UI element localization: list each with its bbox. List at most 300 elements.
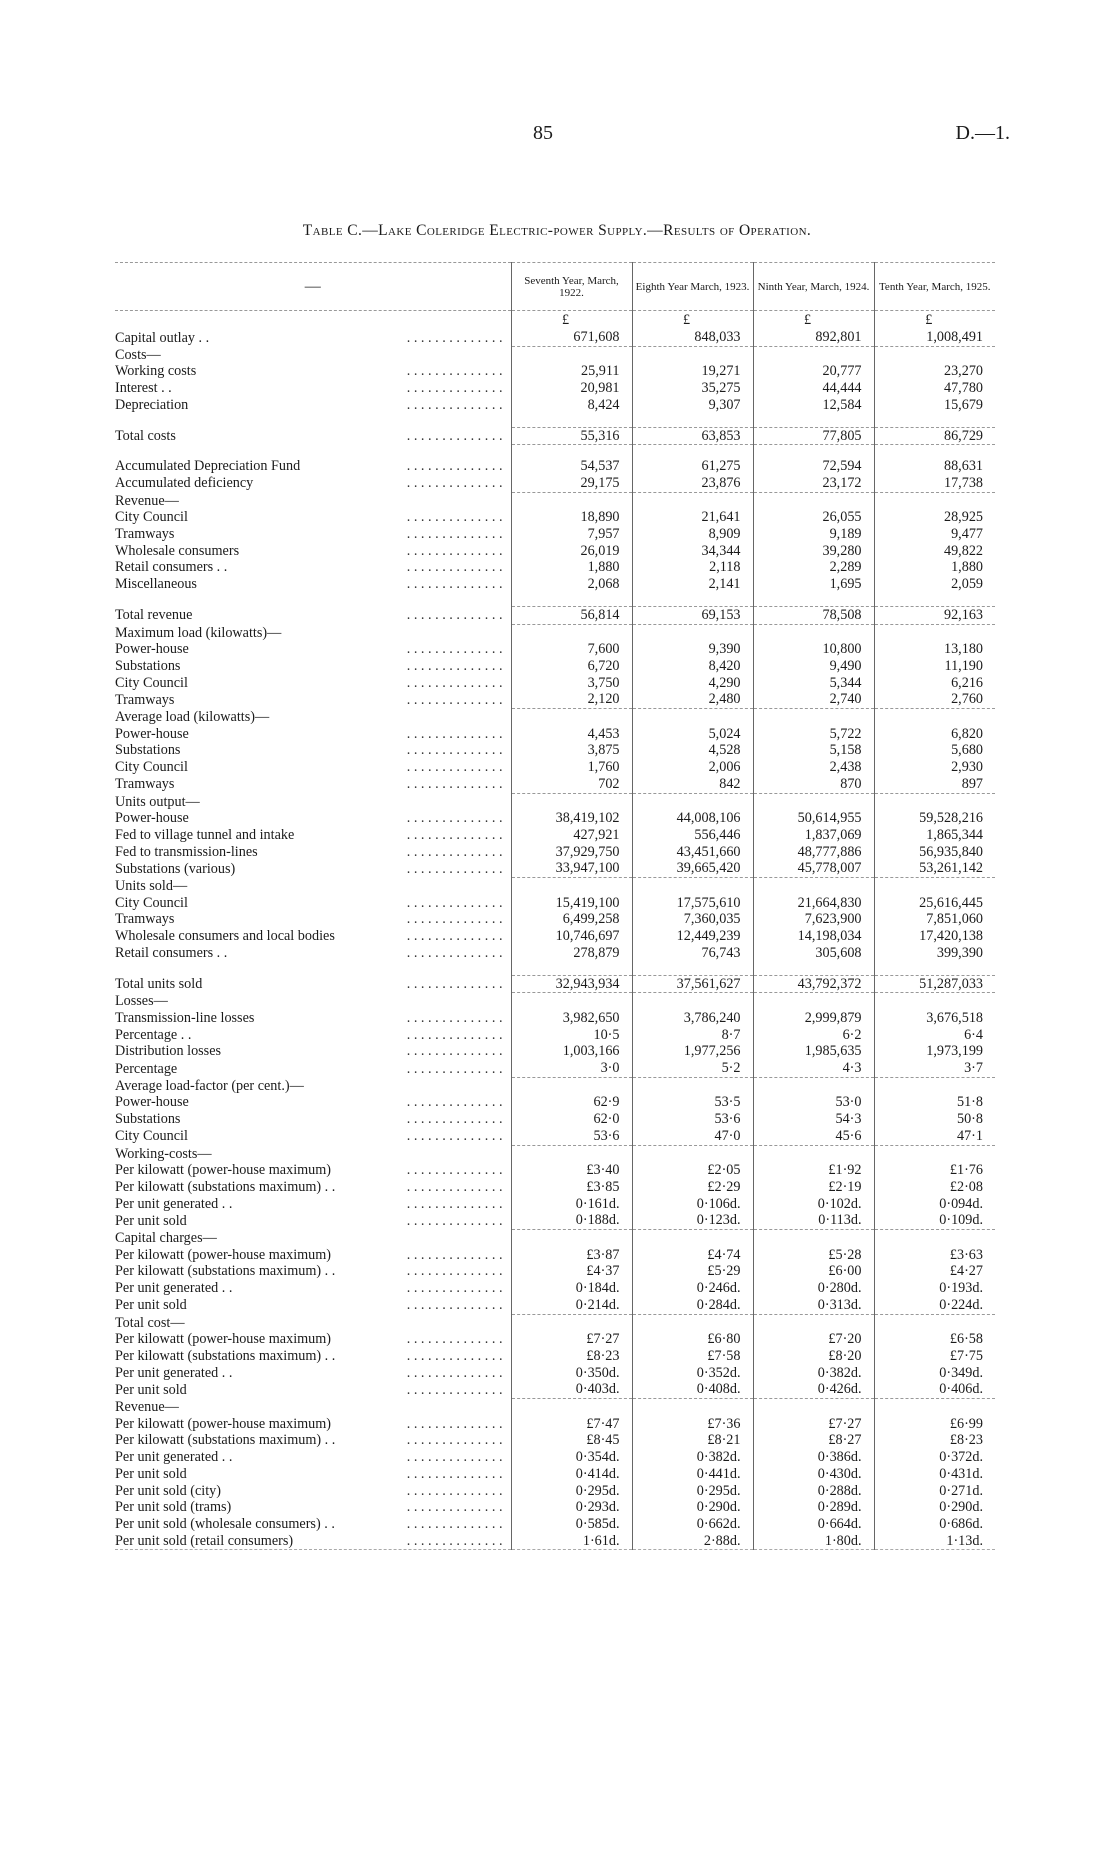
row-label-text: Power-house <box>115 1094 193 1110</box>
row-label <box>115 1466 511 1483</box>
row-label-text: Substations <box>115 742 184 758</box>
value-cell-3: £8·20 <box>753 1348 874 1365</box>
value-cell-4: 51,287,033 <box>874 975 995 993</box>
value-cell-1 <box>511 1230 632 1247</box>
value-cell-2: £8·21 <box>632 1432 753 1449</box>
leader-dots: . . . . . . . . . . . . . . <box>406 363 503 380</box>
table-row <box>115 945 995 962</box>
value-cell-2 <box>632 492 753 509</box>
value-cell-4: 86,729 <box>874 427 995 445</box>
row-label-text: Percentage . . <box>115 1027 195 1043</box>
table-title-text: Table C.—Lake Coleridge Electric-power Supply.—Results of Operation. <box>302 222 812 239</box>
group-heading-row <box>115 492 995 509</box>
value-cell-1 <box>511 492 632 509</box>
value-cell-1 <box>511 1399 632 1416</box>
value-cell-2: 37,561,627 <box>632 975 753 993</box>
value-cell-1: 56,814 <box>511 606 632 624</box>
value-cell-2: 9,307 <box>632 397 753 414</box>
value-cell-2: 21,641 <box>632 509 753 526</box>
table-row <box>115 1162 995 1179</box>
leader-dots: . . . . . . . . . . . . . . <box>406 1094 503 1111</box>
row-label-text: Average load-factor (per cent.)— <box>115 1078 308 1094</box>
table-row <box>115 911 995 928</box>
leader-dots: . . . . . . . . . . . . . . <box>406 776 503 793</box>
row-label-text: Per unit sold <box>115 1213 191 1229</box>
table-row <box>115 691 995 708</box>
value-cell-1: 6,499,258 <box>511 911 632 928</box>
value-cell-2: 0·123d. <box>632 1212 753 1229</box>
value-cell-2: 7,360,035 <box>632 911 753 928</box>
row-label <box>115 1432 511 1449</box>
value-cell-2: £5·29 <box>632 1263 753 1280</box>
value-cell-4: 53,261,142 <box>874 860 995 877</box>
value-cell-4 <box>874 445 995 459</box>
value-cell-1: 1,760 <box>511 759 632 776</box>
value-cell-3: 0·288d. <box>753 1483 874 1500</box>
value-cell-3: £ <box>753 311 874 330</box>
value-cell-2: 69,153 <box>632 606 753 624</box>
row-label <box>115 962 511 976</box>
value-cell-4 <box>874 709 995 726</box>
table-row <box>115 1280 995 1297</box>
value-cell-1: £7·47 <box>511 1416 632 1433</box>
value-cell-4: 2,059 <box>874 576 995 593</box>
row-label-text: Revenue— <box>115 493 183 509</box>
value-cell-2: 5,024 <box>632 726 753 743</box>
value-cell-3 <box>753 709 874 726</box>
value-cell-3: 9,490 <box>753 658 874 675</box>
row-label-text: Per unit sold (retail consumers) <box>115 1533 297 1549</box>
leader-dots: . . . . . . . . . . . . . . <box>406 380 503 397</box>
row-label-text: Total cost— <box>115 1315 189 1331</box>
table-row <box>115 726 995 743</box>
value-cell-1 <box>511 593 632 607</box>
row-label <box>115 593 511 607</box>
value-cell-2: 842 <box>632 776 753 793</box>
row-label-text: Capital charges— <box>115 1230 221 1246</box>
value-cell-4: 6·4 <box>874 1027 995 1044</box>
leader-dots: . . . . . . . . . . . . . . <box>406 509 503 526</box>
row-label <box>115 993 511 1010</box>
value-cell-3: 77,805 <box>753 427 874 445</box>
value-cell-3: 23,172 <box>753 475 874 492</box>
row-label-text: Total costs <box>115 428 180 444</box>
value-cell-4: £2·08 <box>874 1179 995 1196</box>
row-label <box>115 860 511 877</box>
table-row <box>115 975 995 993</box>
row-label <box>115 576 511 593</box>
group-heading-row <box>115 993 995 1010</box>
value-cell-4: £7·75 <box>874 1348 995 1365</box>
table-row <box>115 1365 995 1382</box>
row-label-text: Accumulated Depreciation Fund <box>115 458 304 474</box>
row-label-text: Per kilowatt (substations maximum) . . <box>115 1432 339 1448</box>
value-cell-1: 278,879 <box>511 945 632 962</box>
row-label <box>115 945 511 962</box>
value-cell-4 <box>874 414 995 428</box>
row-label-text: Percentage <box>115 1061 181 1077</box>
value-cell-1: 0·161d. <box>511 1196 632 1213</box>
value-cell-2 <box>632 1077 753 1094</box>
document-reference: D.—1. <box>955 122 1010 144</box>
row-label-text: Tramways <box>115 526 178 542</box>
value-cell-4: 0·224d. <box>874 1297 995 1314</box>
value-cell-1: 18,890 <box>511 509 632 526</box>
value-cell-2: £6·80 <box>632 1331 753 1348</box>
value-cell-4: 6,820 <box>874 726 995 743</box>
row-label <box>115 726 511 743</box>
value-cell-4: 0·686d. <box>874 1516 995 1533</box>
value-cell-4: 2,760 <box>874 691 995 708</box>
value-cell-2: 8·7 <box>632 1027 753 1044</box>
row-label <box>115 1094 511 1111</box>
leader-dots: . . . . . . . . . . . . . . <box>406 657 503 674</box>
row-label <box>115 427 511 445</box>
value-cell-4: 1,973,199 <box>874 1043 995 1060</box>
row-label <box>115 691 511 708</box>
value-cell-2 <box>632 624 753 641</box>
row-label-text <box>115 593 119 607</box>
leader-dots: . . . . . . . . . . . . . . <box>406 1043 503 1060</box>
row-label <box>115 1247 511 1264</box>
row-label <box>115 759 511 776</box>
table-row <box>115 397 995 414</box>
leader-dots: . . . . . . . . . . . . . . <box>406 641 503 658</box>
value-cell-3 <box>753 1077 874 1094</box>
value-cell-1: 54,537 <box>511 458 632 475</box>
value-cell-4: 5,680 <box>874 742 995 759</box>
table-row <box>115 827 995 844</box>
row-label <box>115 1449 511 1466</box>
row-label <box>115 827 511 844</box>
leader-dots: . . . . . . . . . . . . . . <box>406 1060 503 1077</box>
row-label-text: Per unit generated . . <box>115 1280 236 1296</box>
row-label <box>115 1043 511 1060</box>
row-label <box>115 793 511 810</box>
value-cell-3: 2,289 <box>753 559 874 576</box>
table-row <box>115 1179 995 1196</box>
row-label-text: Per kilowatt (power-house maximum) <box>115 1416 335 1432</box>
row-label-text: Retail consumers . . <box>115 945 231 961</box>
value-cell-3: 7,623,900 <box>753 911 874 928</box>
value-cell-1 <box>511 793 632 810</box>
row-label <box>115 1416 511 1433</box>
row-label <box>115 844 511 861</box>
leader-dots: . . . . . . . . . . . . . . <box>406 1128 503 1145</box>
table-row <box>115 1263 995 1280</box>
value-cell-2: 63,853 <box>632 427 753 445</box>
value-cell-4: 0·431d. <box>874 1466 995 1483</box>
table-row <box>115 1060 995 1077</box>
value-cell-4: £1·76 <box>874 1162 995 1179</box>
value-cell-2 <box>632 1399 753 1416</box>
value-cell-3 <box>753 1230 874 1247</box>
row-label <box>115 928 511 945</box>
value-cell-3: £5·28 <box>753 1247 874 1264</box>
value-cell-2: £ <box>632 311 753 330</box>
row-label <box>115 776 511 793</box>
row-label-text: Interest . . <box>115 380 176 396</box>
row-label <box>115 641 511 658</box>
table-row <box>115 1416 995 1433</box>
row-label <box>115 606 511 624</box>
value-cell-4: 399,390 <box>874 945 995 962</box>
row-label-text: Fed to village tunnel and intake <box>115 827 298 843</box>
value-cell-2: 5·2 <box>632 1060 753 1077</box>
leader-dots: . . . . . . . . . . . . . . <box>406 329 503 346</box>
value-cell-1: £8·23 <box>511 1348 632 1365</box>
leader-dots: . . . . . . . . . . . . . . <box>406 428 503 444</box>
value-cell-4: 25,616,445 <box>874 895 995 912</box>
page-header <box>0 122 1114 152</box>
value-cell-1: 3,875 <box>511 742 632 759</box>
value-cell-1: 7,957 <box>511 526 632 543</box>
value-cell-2: 61,275 <box>632 458 753 475</box>
leader-dots: . . . . . . . . . . . . . . <box>406 1347 503 1364</box>
value-cell-3: 870 <box>753 776 874 793</box>
value-cell-2 <box>632 1314 753 1331</box>
row-label-text: Tramways <box>115 776 178 792</box>
table-row <box>115 427 995 445</box>
row-label-text: Distribution losses <box>115 1043 225 1059</box>
value-cell-4: 13,180 <box>874 641 995 658</box>
table-row <box>115 1247 995 1264</box>
value-cell-1: £7·27 <box>511 1331 632 1348</box>
column-header-label: — <box>115 263 511 311</box>
value-cell-1: 33,947,100 <box>511 860 632 877</box>
value-cell-1: 3,750 <box>511 675 632 692</box>
value-cell-4: 17,420,138 <box>874 928 995 945</box>
value-cell-2: 0·441d. <box>632 1466 753 1483</box>
value-cell-3 <box>753 414 874 428</box>
value-cell-1: 0·188d. <box>511 1212 632 1229</box>
value-cell-2 <box>632 709 753 726</box>
value-cell-2: 53·6 <box>632 1111 753 1128</box>
table-row <box>115 1516 995 1533</box>
value-cell-1: 53·6 <box>511 1128 632 1145</box>
value-cell-3: £8·27 <box>753 1432 874 1449</box>
row-label <box>115 1314 511 1331</box>
value-cell-2: £2·05 <box>632 1162 753 1179</box>
row-label-text: City Council <box>115 895 192 911</box>
value-cell-1 <box>511 346 632 363</box>
row-label-text: Per unit sold (trams) <box>115 1499 235 1515</box>
leader-dots: . . . . . . . . . . . . . . <box>406 843 503 860</box>
leader-dots: . . . . . . . . . . . . . . <box>406 674 503 691</box>
row-label-text: Losses— <box>115 993 172 1009</box>
value-cell-1: 3,982,650 <box>511 1010 632 1027</box>
value-cell-3: 54·3 <box>753 1111 874 1128</box>
value-cell-1: £3·85 <box>511 1179 632 1196</box>
value-cell-3: 5,158 <box>753 742 874 759</box>
row-label-text: Per unit sold (city) <box>115 1483 225 1499</box>
leader-dots: . . . . . . . . . . . . . . <box>406 1381 503 1398</box>
leader-dots: . . . . . . . . . . . . . . <box>406 742 503 759</box>
table-row <box>115 776 995 793</box>
value-cell-2: 12,449,239 <box>632 928 753 945</box>
leader-dots: . . . . . . . . . . . . . . <box>406 576 503 593</box>
value-cell-3: 2,438 <box>753 759 874 776</box>
leader-dots: . . . . . . . . . . . . . . <box>406 691 503 708</box>
row-label-text: Per kilowatt (substations maximum) . . <box>115 1348 339 1364</box>
spacer-row <box>115 593 995 607</box>
leader-dots: . . . . . . . . . . . . . . <box>406 725 503 742</box>
table-row <box>115 329 995 346</box>
value-cell-1: 10,746,697 <box>511 928 632 945</box>
row-label <box>115 475 511 492</box>
table-row <box>115 742 995 759</box>
value-cell-2: 2,480 <box>632 691 753 708</box>
row-label <box>115 742 511 759</box>
row-label-text: Per kilowatt (power-house maximum) <box>115 1331 335 1347</box>
group-heading-row <box>115 878 995 895</box>
value-cell-4: 0·109d. <box>874 1212 995 1229</box>
leader-dots: . . . . . . . . . . . . . . <box>406 944 503 961</box>
value-cell-4: 92,163 <box>874 606 995 624</box>
value-cell-3 <box>753 793 874 810</box>
group-heading-row <box>115 624 995 641</box>
row-label-text: Per unit sold (wholesale consumers) . . <box>115 1516 339 1532</box>
table-row <box>115 1297 995 1314</box>
value-cell-1 <box>511 445 632 459</box>
leader-dots: . . . . . . . . . . . . . . <box>406 396 503 413</box>
value-cell-1: £ <box>511 311 632 330</box>
value-cell-4: 0·349d. <box>874 1365 995 1382</box>
column-header-1923: Eighth Year March, 1923. <box>632 263 753 311</box>
row-label-text: Power-house <box>115 641 193 657</box>
table-row <box>115 1499 995 1516</box>
value-cell-3: 9,189 <box>753 526 874 543</box>
value-cell-1 <box>511 624 632 641</box>
value-cell-1: 0·214d. <box>511 1297 632 1314</box>
table-row <box>115 1348 995 1365</box>
row-label-text: Per unit sold <box>115 1382 191 1398</box>
leader-dots: . . . . . . . . . . . . . . <box>406 526 503 542</box>
leader-dots: . . . . . . . . . . . . . . <box>406 911 503 928</box>
value-cell-2: 1,977,256 <box>632 1043 753 1060</box>
value-cell-3: £7·20 <box>753 1331 874 1348</box>
value-cell-3 <box>753 962 874 976</box>
value-cell-1 <box>511 1314 632 1331</box>
table-row <box>115 658 995 675</box>
table-row <box>115 675 995 692</box>
value-cell-1 <box>511 993 632 1010</box>
leader-dots: . . . . . . . . . . . . . . <box>406 1280 503 1297</box>
value-cell-4 <box>874 962 995 976</box>
value-cell-3 <box>753 1399 874 1416</box>
spacer-row <box>115 414 995 428</box>
group-heading-row <box>115 346 995 363</box>
value-cell-1: 6,720 <box>511 658 632 675</box>
value-cell-4: £3·63 <box>874 1247 995 1264</box>
value-cell-1: 1,003,166 <box>511 1043 632 1060</box>
value-cell-3: 45,778,007 <box>753 860 874 877</box>
value-cell-3: 1,837,069 <box>753 827 874 844</box>
value-cell-4: 1,880 <box>874 559 995 576</box>
row-label <box>115 1365 511 1382</box>
group-heading-row <box>115 1399 995 1416</box>
value-cell-4: 0·406d. <box>874 1381 995 1398</box>
row-label <box>115 895 511 912</box>
row-label-text: Power-house <box>115 726 193 742</box>
value-cell-4 <box>874 624 995 641</box>
table-row <box>115 1111 995 1128</box>
table-row <box>115 810 995 827</box>
value-cell-4: 47,780 <box>874 380 995 397</box>
row-label-text: Working-costs— <box>115 1146 216 1162</box>
table-row <box>115 380 995 397</box>
value-cell-4: 0·193d. <box>874 1280 995 1297</box>
leader-dots: . . . . . . . . . . . . . . <box>406 810 503 827</box>
spacer-row <box>115 962 995 976</box>
row-label-text: Average load (kilowatts)— <box>115 709 273 725</box>
row-label-text: Substations <box>115 658 184 674</box>
value-cell-4: 50·8 <box>874 1111 995 1128</box>
value-cell-2 <box>632 445 753 459</box>
row-label-text: Transmission-line losses <box>115 1010 258 1026</box>
leader-dots: . . . . . . . . . . . . . . <box>406 1515 503 1532</box>
leader-dots: . . . . . . . . . . . . . . <box>406 1465 503 1482</box>
value-cell-1: 38,419,102 <box>511 810 632 827</box>
value-cell-4: £8·23 <box>874 1432 995 1449</box>
value-cell-2: 0·246d. <box>632 1280 753 1297</box>
value-cell-4 <box>874 346 995 363</box>
value-cell-3: 0·102d. <box>753 1196 874 1213</box>
value-cell-1 <box>511 878 632 895</box>
row-label-text: Power-house <box>115 810 193 826</box>
value-cell-4: £4·27 <box>874 1263 995 1280</box>
row-label-text: Total revenue <box>115 607 196 623</box>
row-label-text: Depreciation <box>115 397 192 413</box>
row-label-text: Working costs <box>115 363 200 379</box>
value-cell-4 <box>874 1145 995 1162</box>
row-label <box>115 1111 511 1128</box>
row-label <box>115 363 511 380</box>
row-label <box>115 1348 511 1365</box>
value-cell-1: 0·354d. <box>511 1449 632 1466</box>
value-cell-3 <box>753 993 874 1010</box>
leader-dots: . . . . . . . . . . . . . . <box>406 1195 503 1212</box>
value-cell-4: 51·8 <box>874 1094 995 1111</box>
value-cell-1: 26,019 <box>511 543 632 560</box>
table-row <box>115 458 995 475</box>
row-label-text: City Council <box>115 759 192 775</box>
value-cell-2: 34,344 <box>632 543 753 560</box>
value-cell-3: £6·00 <box>753 1263 874 1280</box>
leader-dots: . . . . . . . . . . . . . . <box>406 1026 503 1043</box>
value-cell-3 <box>753 346 874 363</box>
row-label <box>115 1399 511 1416</box>
value-cell-4: 3,676,518 <box>874 1010 995 1027</box>
row-label-text: Wholesale consumers <box>115 543 243 559</box>
value-cell-3: 6·2 <box>753 1027 874 1044</box>
row-label <box>115 1077 511 1094</box>
value-cell-2: 47·0 <box>632 1128 753 1145</box>
value-cell-2: 19,271 <box>632 363 753 380</box>
value-cell-2: £7·58 <box>632 1348 753 1365</box>
row-label-text: City Council <box>115 675 192 691</box>
row-label-text: Per kilowatt (substations maximum) . . <box>115 1263 339 1279</box>
value-cell-3: 0·382d. <box>753 1365 874 1382</box>
value-cell-1: 10·5 <box>511 1027 632 1044</box>
value-cell-3: 50,614,955 <box>753 810 874 827</box>
table-row <box>115 1094 995 1111</box>
value-cell-3: 2,740 <box>753 691 874 708</box>
table-row <box>115 363 995 380</box>
page-number: 85 <box>533 122 553 144</box>
row-label-text: Per kilowatt (power-house maximum) <box>115 1162 335 1178</box>
table-row <box>115 526 995 543</box>
